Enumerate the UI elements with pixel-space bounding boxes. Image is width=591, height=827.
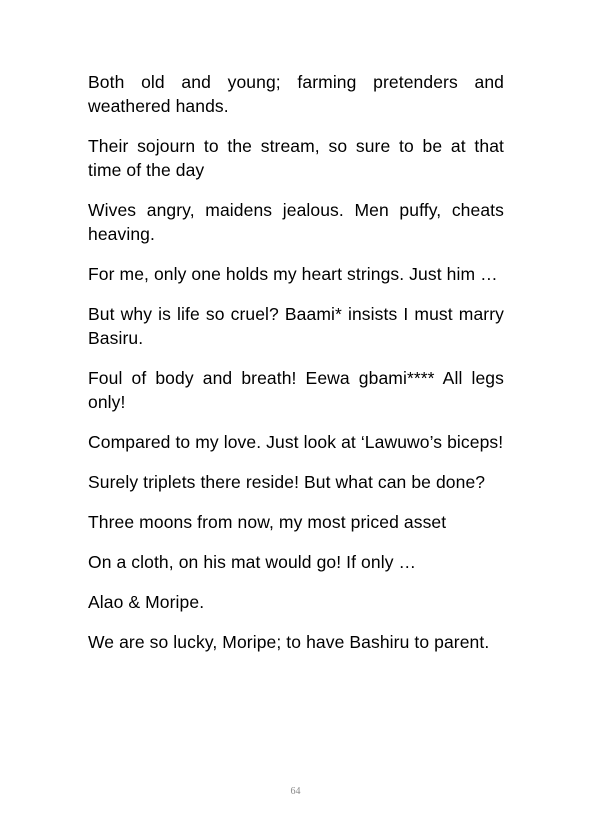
paragraph-1: Both old and young; farming pretenders and weathered hands. [88, 72, 504, 116]
paragraph-6: Foul of body and breath! Eewa gbami**** All legs only! [88, 368, 504, 412]
paragraph-4: For me, only one holds my heart strings. Just him … [88, 264, 498, 284]
paragraph-7: Compared to my love. Just look at ‘Lawuwo’s biceps! [88, 432, 504, 452]
paragraph-9: Three moons from now, my most priced asset [88, 512, 447, 532]
paragraph-8: Surely triplets there reside! But what can be done? [88, 472, 486, 492]
paragraph-2: Their sojourn to the stream, so sure to be at that time of the day [88, 136, 504, 180]
paragraph-11: Alao & Moripe. [88, 592, 205, 612]
page-number: 64 [290, 786, 301, 797]
paragraph-12: We are so lucky, Moripe; to have Bashiru to parent. [88, 632, 490, 652]
body-text [88, 70, 504, 670]
paragraph-3: Wives angry, maidens jealous. Men puffy, cheats heaving. [88, 200, 504, 244]
paragraph-10: On a cloth, on his mat would go! If only … [88, 552, 417, 572]
paragraph-5: But why is life so cruel? Baami* insists I must marry Basiru. [88, 304, 504, 348]
